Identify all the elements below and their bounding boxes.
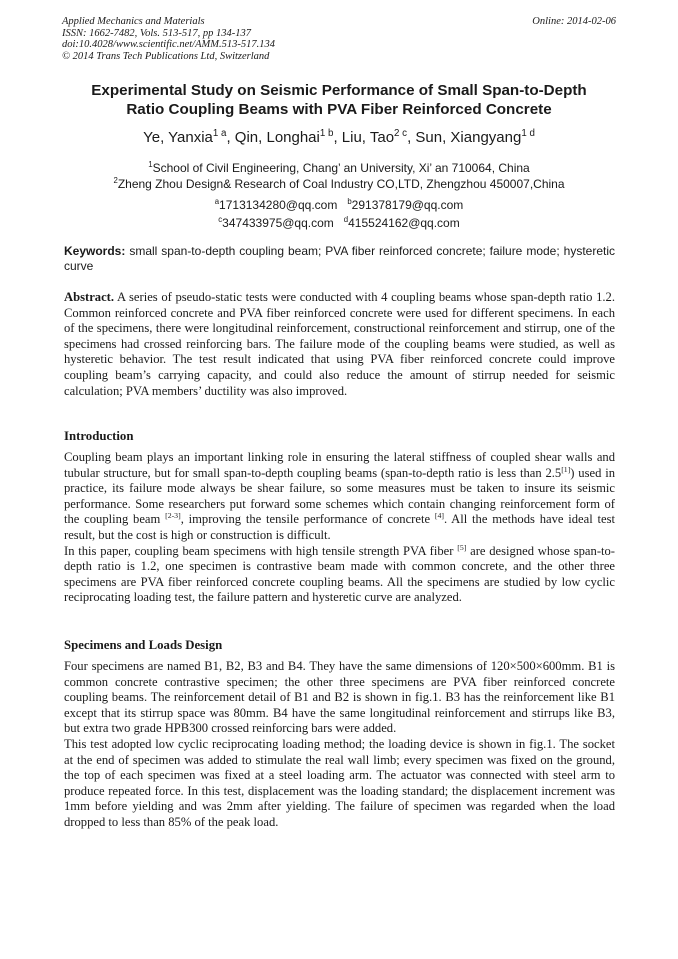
author-name: Qin, Longhai [234,129,320,146]
abstract-label: Abstract. [64,290,115,304]
citation[interactable]: [4] [434,511,444,521]
keywords-label: Keywords: [64,244,126,258]
paragraph: Coupling beam plays an important linking role in ensuring the lateral stiffness of coupled shear walls and tubular structure, but for small span-to-depth coupling beams (span-to-depth ratio is less than 2.5[1]) used in practice, its failure mode always be shear failure, so some measures must be taken to insure its seismic performance. Some researchers put forward some schemes which contain changing reinforcement form of the coupling beam [2-3], improving the tensile performance of concrete [4]. All the methods have ideal test result, but the cost is high or construction is difficult. [64,450,615,542]
citation[interactable]: [1] [561,464,571,474]
section-heading-specimens: Specimens and Loads Design [64,638,223,652]
affiliation-1: $^1$School of Civil Engineering, Chang’ an University, Xi’ an 710064, China [148,160,530,175]
author-sup: 1 a [212,128,227,139]
paragraph: Four specimens are named B1, B2, B3 and B4. They have the same dimensions of 120×500×600mm. B1 is common concrete contrastive specimen; the other three specimens are PVA fiber reinforced concrete coupling beams. The reinforcement detail of B1 and B2 is shown in fig.1. B3 has the reinforcement like B1 except that its stirrup space was 80mm. B4 have the same longitudinal reinforcement and stirrups like B3, but extra two grade HPB300 crossed reinforcing bars were added. [64,659,615,736]
paper-title [40,81,638,119]
abstract-text: A series of pseudo-static tests were conducted with 4 coupling beams whose span-depth ratio 1.2. Common reinforced concrete and PVA fiber reinforced concrete were used for different specimens. In each of the specimens, there were longitudinal reinforcement, constructional reinforcement and stirrup, one of the specimens had crossed reinforcing bars. The failure mode of the coupling beams were studied, as well as hysteretic behavior. The test result indicated that using PVA fiber reinforced concrete could improve coupling beam’s carrying capacity, and could also reduce the amount of stirrup needed for seismic calculation; PVA members’ ductility was also improved. [64,290,615,398]
citation[interactable]: [2-3] [165,511,181,521]
issn-line: ISSN: 1662-7482, Vols. 513-517, pp 134-137 [62,27,251,39]
author-sup: 2 c [394,128,408,139]
journal-header [62,16,616,62]
keywords [64,244,615,274]
citation[interactable]: [5] [457,542,467,552]
author-list: Ye, Yanxia$^{1 a}$, Qin, Longhai$^{1 b}$, Liu, Tao$^{2 c}$, Sun, Xiangyang$^{1 d}$ [143,128,535,146]
journal-name: Applied Mechanics and Materials [62,16,205,27]
email-link[interactable]: $^c$347433975@qq.com [218,215,334,230]
online-date: Online: 2014-02-06 [532,16,616,27]
author-sup: 1 b [319,128,334,139]
doi-line: doi:10.4028/www.scientific.net/AMM.513-517.134 [62,39,275,51]
section-heading-introduction: Introduction [64,429,134,443]
author-name: Liu, Tao [341,129,395,146]
affiliations [40,160,638,192]
title-line-1: Experimental Study on Seismic Performance of Small Span-to-Depth [91,82,587,99]
abstract [64,290,615,399]
author-sup: 1 d [521,128,535,139]
email-link[interactable]: $^b$291378179@qq.com [347,197,464,212]
introduction-body [64,450,615,606]
specimens-body [64,659,615,831]
email-link[interactable]: $^d$415524162@qq.com [343,215,460,230]
author-name: Ye, Yanxia [143,129,213,146]
affiliation-2: $^2$Zheng Zhou Design& Research of Coal Industry CO,LTD, Zhengzhou 450007,China [113,176,565,191]
paragraph: This test adopted low cyclic reciprocating loading method; the loading device is shown in fig.1. The socket at the end of specimen was added to stimulate the real wall limb; every specimen was fixed on the ground, the top of each specimen was fixed at a steel loading arm. The actuator was connected with steel arm to produce repeated force. In this test, displacement was the loading standard; the displacement increment was 1mm before yielding and was 2mm after yielding. The failure of specimen was regarded when the load dropped to less than 85% of the peak load. [64,736,615,829]
keywords-text: small span-to-depth coupling beam; PVA fiber reinforced concrete; failure mode; hysteretic curve [64,244,615,273]
author-name: Sun, Xiangyang [415,129,522,146]
paragraph: In this paper, coupling beam specimens with high tensile strength PVA fiber [5] are designed whose span-to-depth ratio is 1.2, one specimen is contrastive beam made with common concrete, and the other three specimens are PVA fiber reinforced concrete coupling beams. All the specimens are studied by low cyclic reciprocating loading test, the failure pattern and hysteretic curve are analyzed. [64,542,615,605]
copyright-line: © 2014 Trans Tech Publications Ltd, Switzerland [62,50,270,62]
title-line-2: Ratio Coupling Beams with PVA Fiber Reinforced Concrete [126,101,552,118]
email-link[interactable]: $^a$1713134280@qq.com [214,197,338,212]
author-emails [40,196,638,232]
